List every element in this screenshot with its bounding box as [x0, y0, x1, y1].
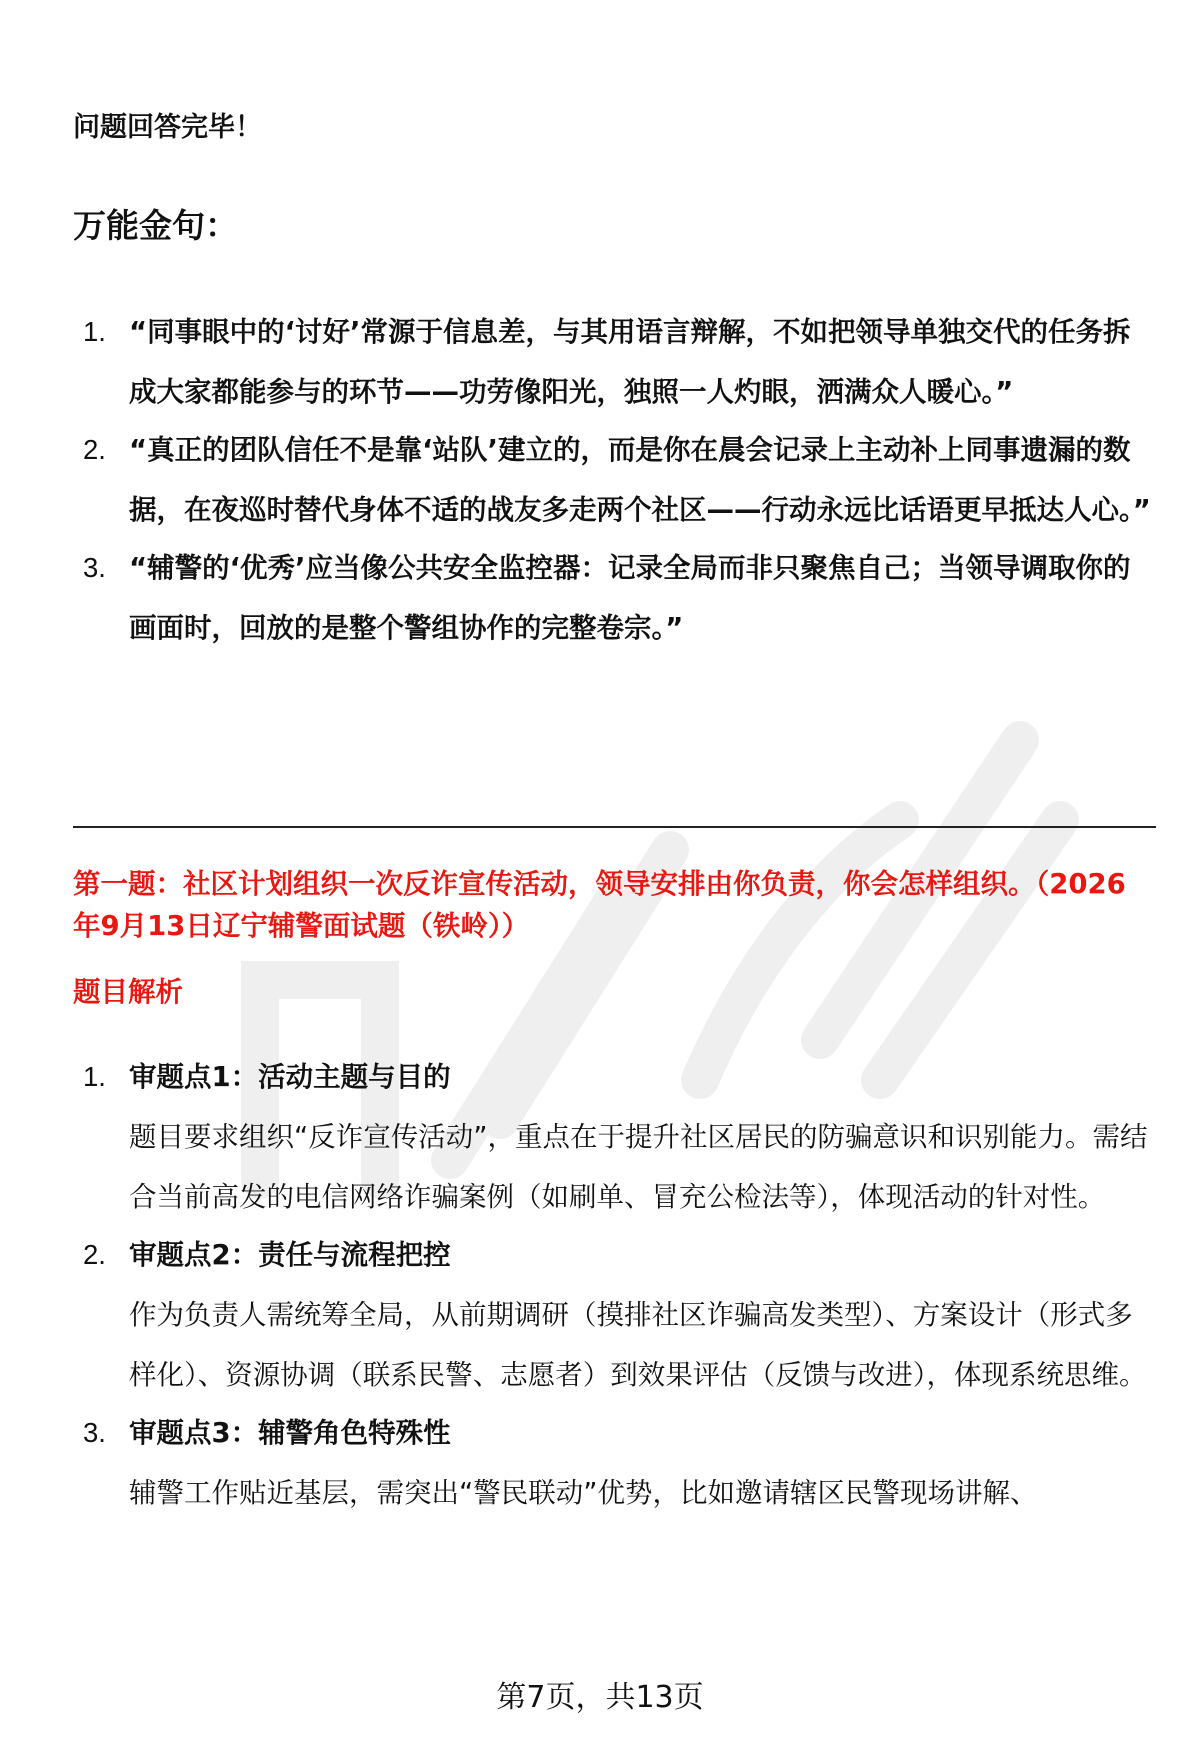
page-footer: 第7页，共13页	[496, 1680, 704, 1715]
golden-quotes-heading: 万能金句：	[73, 206, 238, 245]
section-divider	[73, 826, 1156, 828]
analysis-point	[73, 1403, 1153, 1523]
quote-item	[73, 302, 1153, 422]
point-number: 2.	[83, 1239, 106, 1270]
analysis-point	[73, 1047, 1153, 1227]
quote-number: 3.	[83, 552, 106, 583]
point-body: 题目要求组织“反诈宣传活动”，重点在于提升社区居民的防骗意识和识别能力。需结合当前高发的电信网络诈骗案例（如刷单、冒充公检法等），体现活动的针对性。	[129, 1121, 1148, 1213]
point-title: 审题点3：辅警角色特殊性	[129, 1417, 451, 1449]
point-title: 审题点1：活动主题与目的	[129, 1061, 451, 1093]
quote-number: 2.	[83, 434, 106, 465]
point-body: 作为负责人需统筹全局，从前期调研（摸排社区诈骗高发类型）、方案设计（形式多样化）、资源协调（联系民警、志愿者）到效果评估（反馈与改进），体现系统思维。	[129, 1299, 1147, 1391]
quote-text: “真正的团队信任不是靠‘站队’建立的，而是你在晨会记录上主动补上同事遗漏的数据，在夜巡时替代身体不适的战友多走两个社区——行动永远比话语更早抵达人心。”	[129, 434, 1151, 526]
quote-number: 1.	[83, 316, 106, 347]
quote-item	[73, 420, 1153, 540]
analysis-point	[73, 1225, 1153, 1405]
point-title: 审题点2：责任与流程把控	[129, 1239, 451, 1271]
analysis-heading: 题目解析	[73, 976, 183, 1008]
quote-item	[73, 538, 1153, 658]
point-body: 辅警工作贴近基层，需突出“警民联动”优势，比如邀请辖区民警现场讲解、	[129, 1477, 1038, 1509]
point-number: 3.	[83, 1417, 106, 1448]
closing-line: 问题回答完毕！	[73, 112, 262, 143]
golden-quotes-list	[73, 302, 1153, 656]
quote-text: “辅警的‘优秀’应当像公共安全监控器：记录全局而非只聚焦自己；当领导调取你的画面时，回放的是整个警组协作的完整卷宗。”	[129, 552, 1131, 644]
quote-text: “同事眼中的‘讨好’常源于信息差，与其用语言辩解，不如把领导单独交代的任务拆成大家都能参与的环节——功劳像阳光，独照一人灼眼，洒满众人暖心。”	[129, 316, 1131, 408]
point-number: 1.	[83, 1061, 106, 1092]
question-title: 第一题：社区计划组织一次反诈宣传活动，领导安排由你负责，你会怎样组织。（2026年9月13日辽宁辅警面试题（铁岭））	[73, 868, 1126, 942]
analysis-points-list	[73, 1047, 1153, 1521]
